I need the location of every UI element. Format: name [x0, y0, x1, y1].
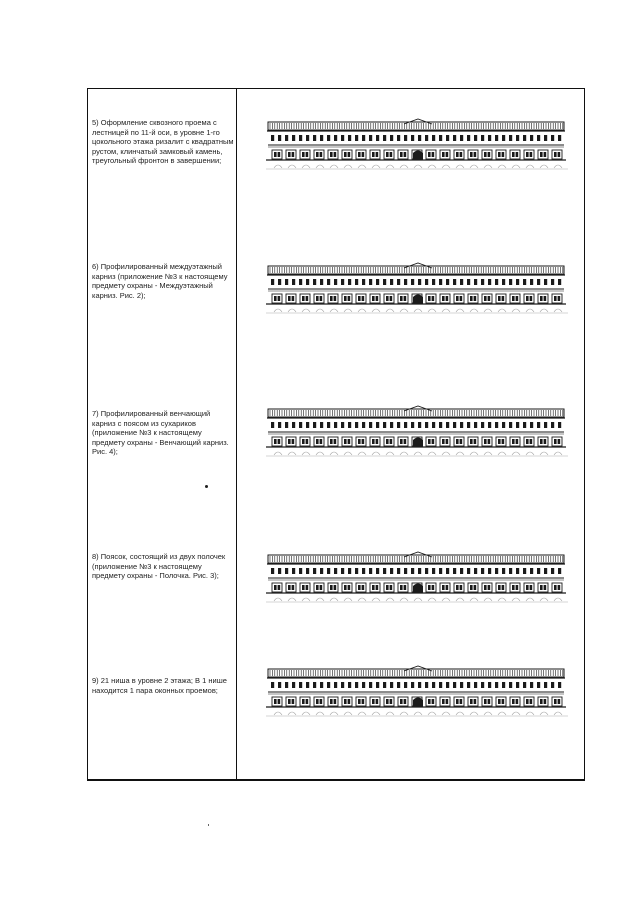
facade-elevation-drawing-row-5 [262, 118, 580, 174]
facade-svg [262, 665, 580, 721]
row-8-description: 8) Поясок, состоящий из двух полочек (приложение №3 к настоящему предмету охраны - Полочка. Рис. 3); [92, 552, 226, 581]
facade-svg [262, 262, 580, 318]
column-divider [236, 88, 237, 780]
row-9-description: 9) 21 ниша в уровне 2 этажа; В 1 нише находится 1 пара оконных проемов; [92, 676, 227, 695]
row-5-description: 5) Оформление сквозного проема с лестницей по 11-й оси, в уровне 1-го цокольного этажа ризалит с квадратным рустом, клинчатый замковый камень, треугольный фронтон в завершении; [92, 118, 234, 166]
facade-svg [262, 551, 580, 607]
stray-speck-mark [208, 824, 209, 826]
facade-elevation-drawing-row-9 [262, 665, 580, 721]
facade-svg [262, 405, 580, 461]
facade-elevation-drawing-row-7 [262, 405, 580, 461]
facade-elevation-drawing-row-6 [262, 262, 580, 318]
facade-svg [262, 118, 580, 174]
facade-elevation-drawing-row-8 [262, 551, 580, 607]
row-7-description: 7) Профилированный венчающий карниз с поясом из сухариков (приложение №3 к настоящему предмету охраны - Венчающий карниз. Рис. 4); [92, 409, 229, 457]
stray-dot-mark [205, 485, 208, 488]
row-6-description: 6) Профилированный междуэтажный карниз (приложение №3 к настоящему предмету охраны - Междуэтажный карниз. Рис. 2); [92, 262, 228, 300]
table-bottom-border [87, 779, 585, 781]
